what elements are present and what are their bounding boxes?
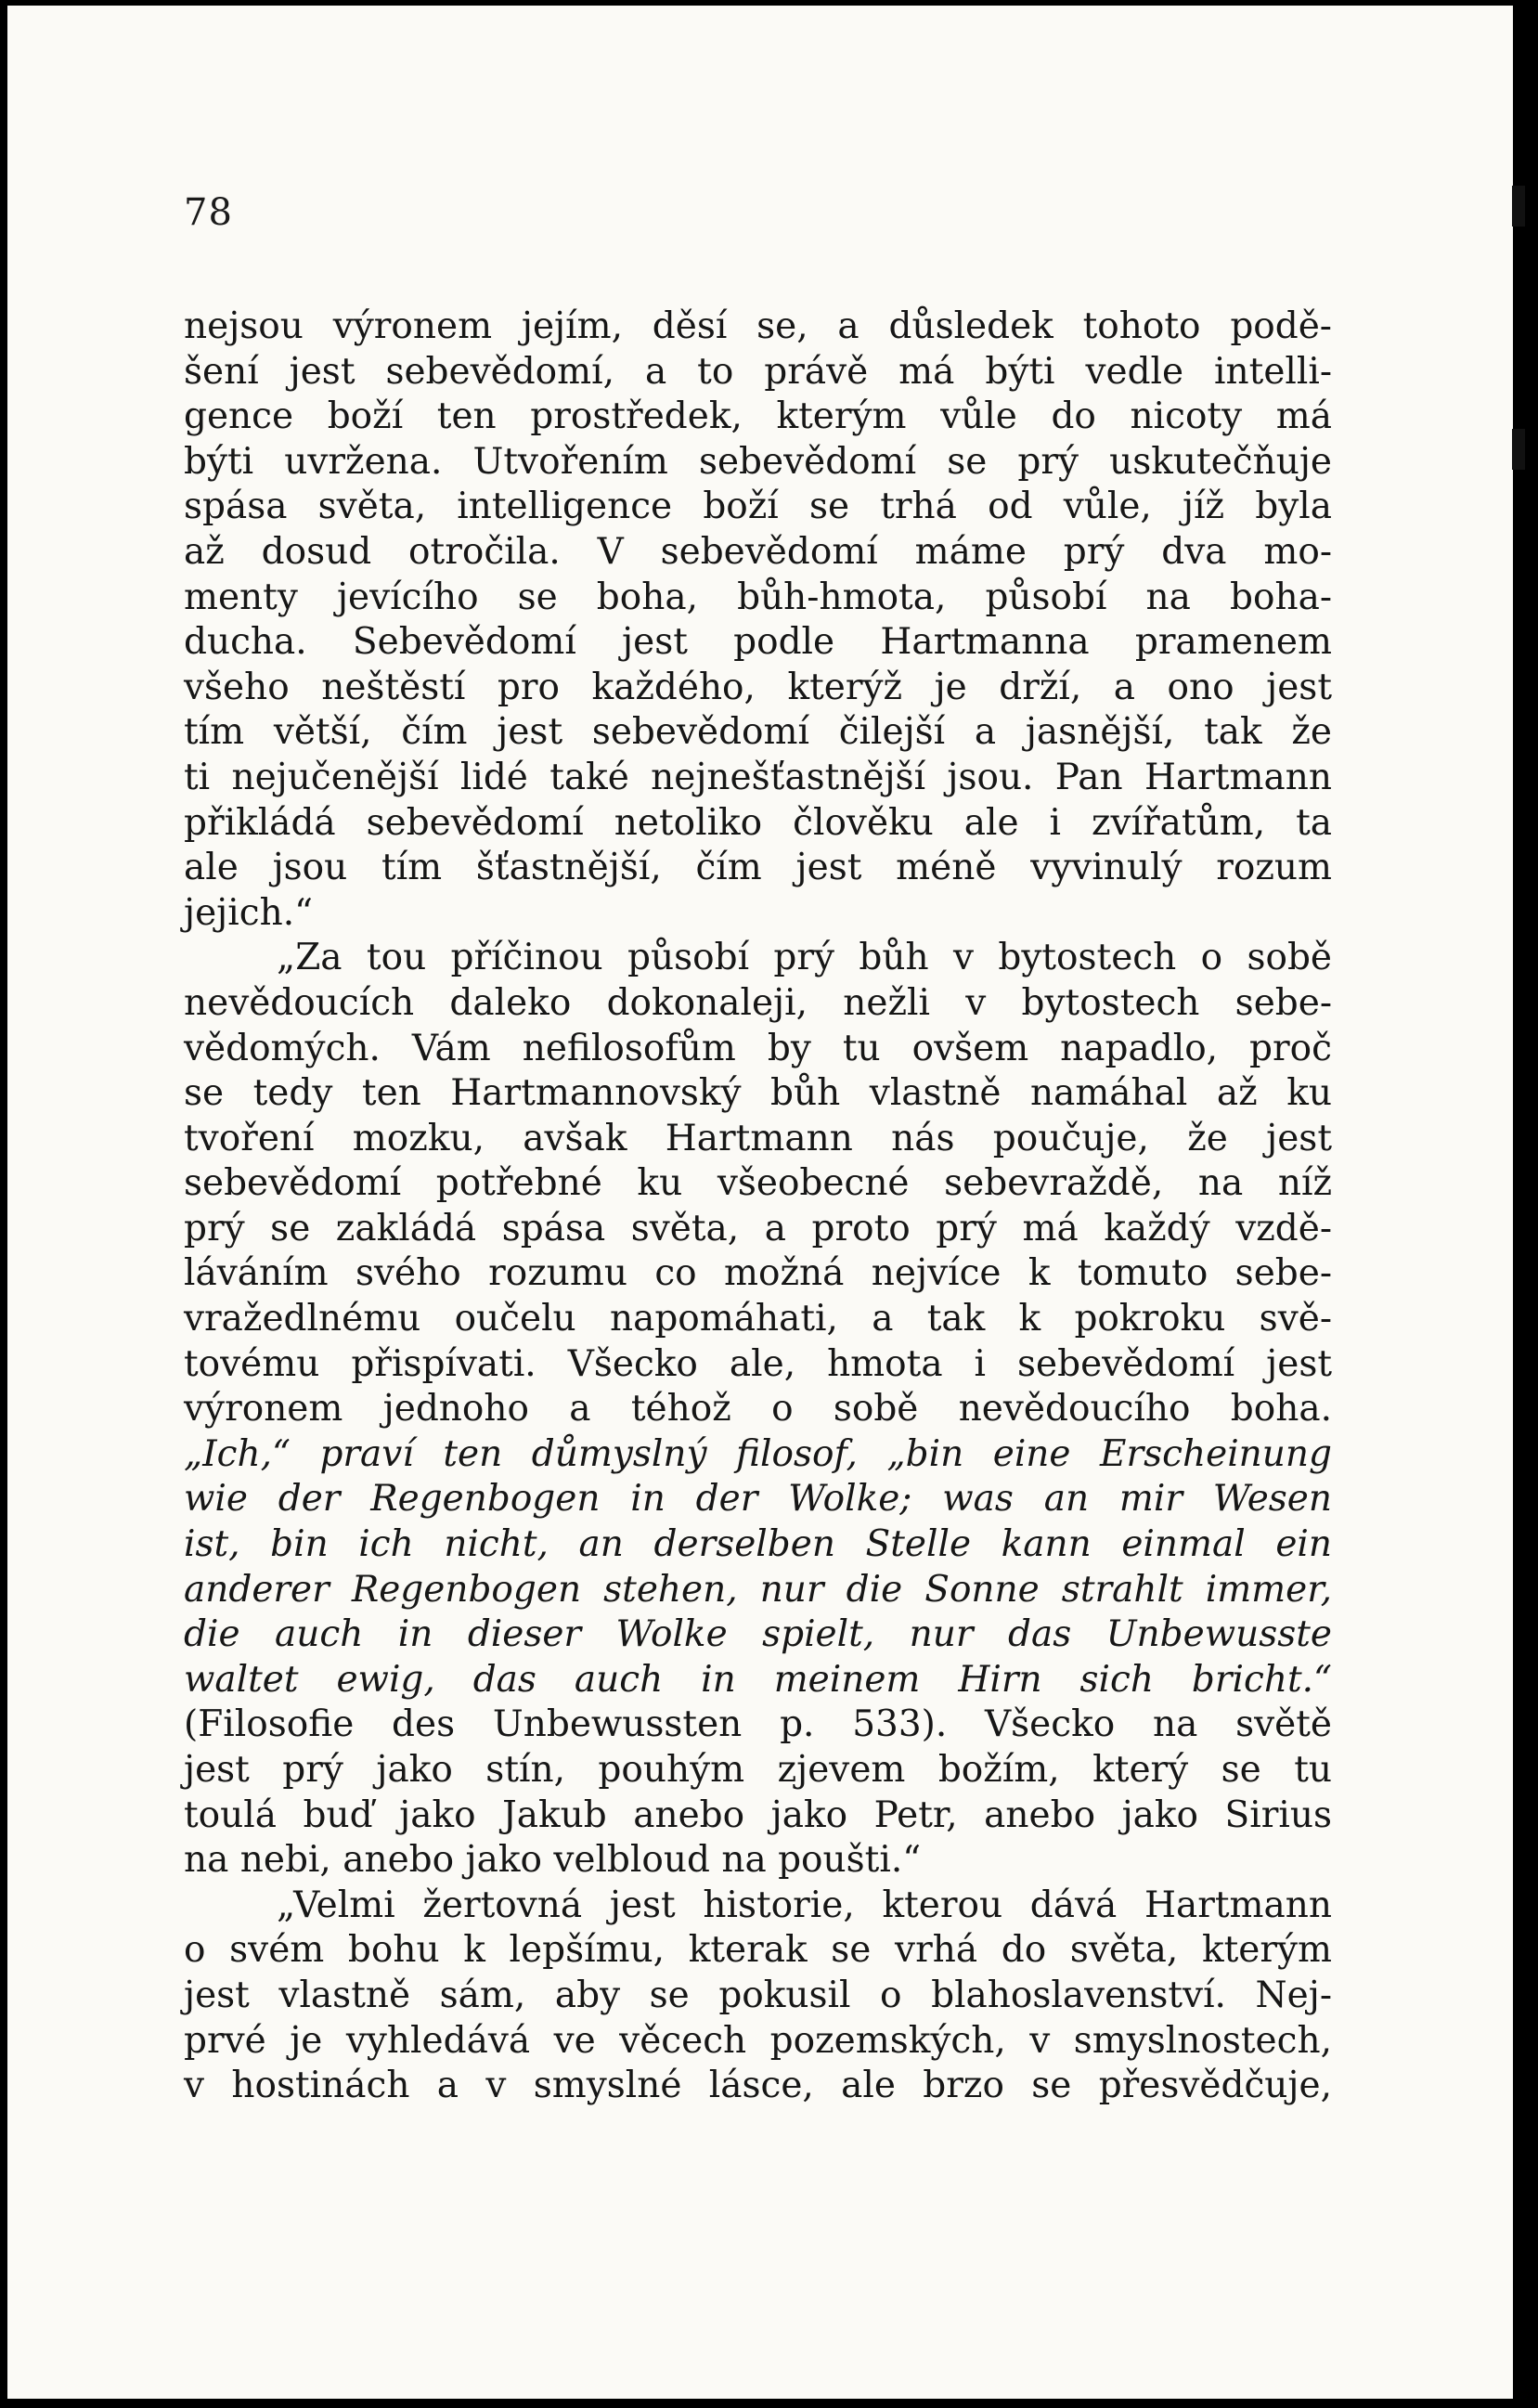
text-line: šení jest sebevědomí, a to právě má býti vedle intelli- [184,350,1332,393]
text-line: nevědoucích daleko dokonaleji, nežli v bytostech sebe- [184,981,1332,1024]
body-text [184,304,1332,2109]
text-line: nejsou výronem jejím, děsí se, a důsledek tohoto podě- [184,305,1332,347]
text-line: tím větší, čím jest sebevědomí čilejší a jasnější, tak že [184,711,1332,754]
text-line: sebevědomí potřebné ku všeobecné sebevraždě, na níž [184,1162,1332,1205]
text-line-italic: waltet ewig, das auch in meinem Hirn sich bricht.“ [184,1658,1332,1701]
text-line: toulá buď jako Jakub anebo jako Petr, anebo jako Sirius [184,1793,1332,1836]
text-line: tovému přispívati. Všecko ale, hmota i sebevědomí jest [184,1342,1332,1385]
text-line: prý se zakládá spása světa, a proto prý má každý vzdě- [184,1207,1332,1249]
text-line: ale jsou tím šťastnější, čím jest méně vyvinulý rozum [184,847,1332,889]
text-line: se tedy ten Hartmannovský bůh vlastně namáhal až ku [184,1072,1332,1115]
text-line: v hostinách a v smyslné lásce, ale brzo se přesvědčuje, [184,2065,1332,2107]
text-line: prvé je vyhledává ve věcech pozemských, v smyslnostech, [184,2019,1332,2062]
text-line: (Filosofie des Unbewussten p. 533). Všecko na světě [184,1703,1332,1746]
text-line: až dosud otročila. V sebevědomí máme prý dva mo- [184,530,1332,573]
text-line: přikládá sebevědomí netoliko člověku ale i zvířatům, ta [184,801,1332,844]
text-line: tvoření mozku, avšak Hartmann nás poučuje, že jest [184,1117,1332,1159]
text-line: „Za tou příčinou působí prý bůh v bytostech o sobě [277,937,1332,979]
text-line-italic: „Ich,“ praví ten důmyslný filosof, „bin eine Erscheinung [184,1432,1332,1475]
text-line: býti uvržena. Utvořením sebevědomí se prý uskutečňuje [184,440,1332,483]
text-line: všeho neštěstí pro každého, kterýž je drží, a ono jest [184,666,1332,708]
text-line-italic: die auch in dieser Wolke spielt, nur das Unbewusste [184,1613,1332,1656]
text-line: láváním svého rozumu co možná nejvíce k tomuto sebe- [184,1252,1332,1295]
scan-edge-mark [1512,186,1525,227]
text-line: menty jevícího se boha, bůh-hmota, působí na boha- [184,576,1332,618]
text-line-italic: ist, bin ich nicht, an derselben Stelle kann einmal ein [184,1523,1332,1566]
text-line: na nebi, anebo jako velbloud na poušti.“ [184,1839,922,1882]
book-page [7,6,1513,2399]
text-line: ducha. Sebevědomí jest podle Hartmanna pramenem [184,621,1332,664]
scan-edge-mark [1512,429,1525,470]
text-line: vražedlnému oučelu napomáhati, a tak k pokroku svě- [184,1298,1332,1340]
text-line: ti nejučenější lidé také nejnešťastnější jsou. Pan Hartmann [184,756,1332,798]
text-line: vědomých. Vám nefilosofům by tu ovšem napadlo, proč [184,1027,1332,1069]
text-line: o svém bohu k lepšímu, kterak se vrhá do světa, kterým [184,1929,1332,1972]
text-line: jest vlastně sám, aby se pokusil o blahoslavenství. Nej- [184,1974,1332,2016]
text-line: „Velmi žertovná jest historie, kterou dává Hartmann [277,1884,1332,1926]
scan-edge [1513,0,1538,2408]
text-line: gence boží ten prostředek, kterým vůle do nicoty má [184,395,1332,438]
text-line: jejich.“ [184,891,314,934]
text-line: jest prý jako stín, pouhým zjevem božím, který se tu [184,1749,1332,1791]
text-line-italic: wie der Regenbogen in der Wolke; was an mir Wesen [184,1478,1332,1521]
text-line: výronem jednoho a téhož o sobě nevědoucího boha. [184,1388,1332,1431]
page-number: 78 [184,191,233,234]
text-line-italic: anderer Regenbogen stehen, nur die Sonne strahlt immer, [184,1568,1332,1611]
text-line: spása světa, intelligence boží se trhá od vůle, jíž byla [184,485,1332,528]
